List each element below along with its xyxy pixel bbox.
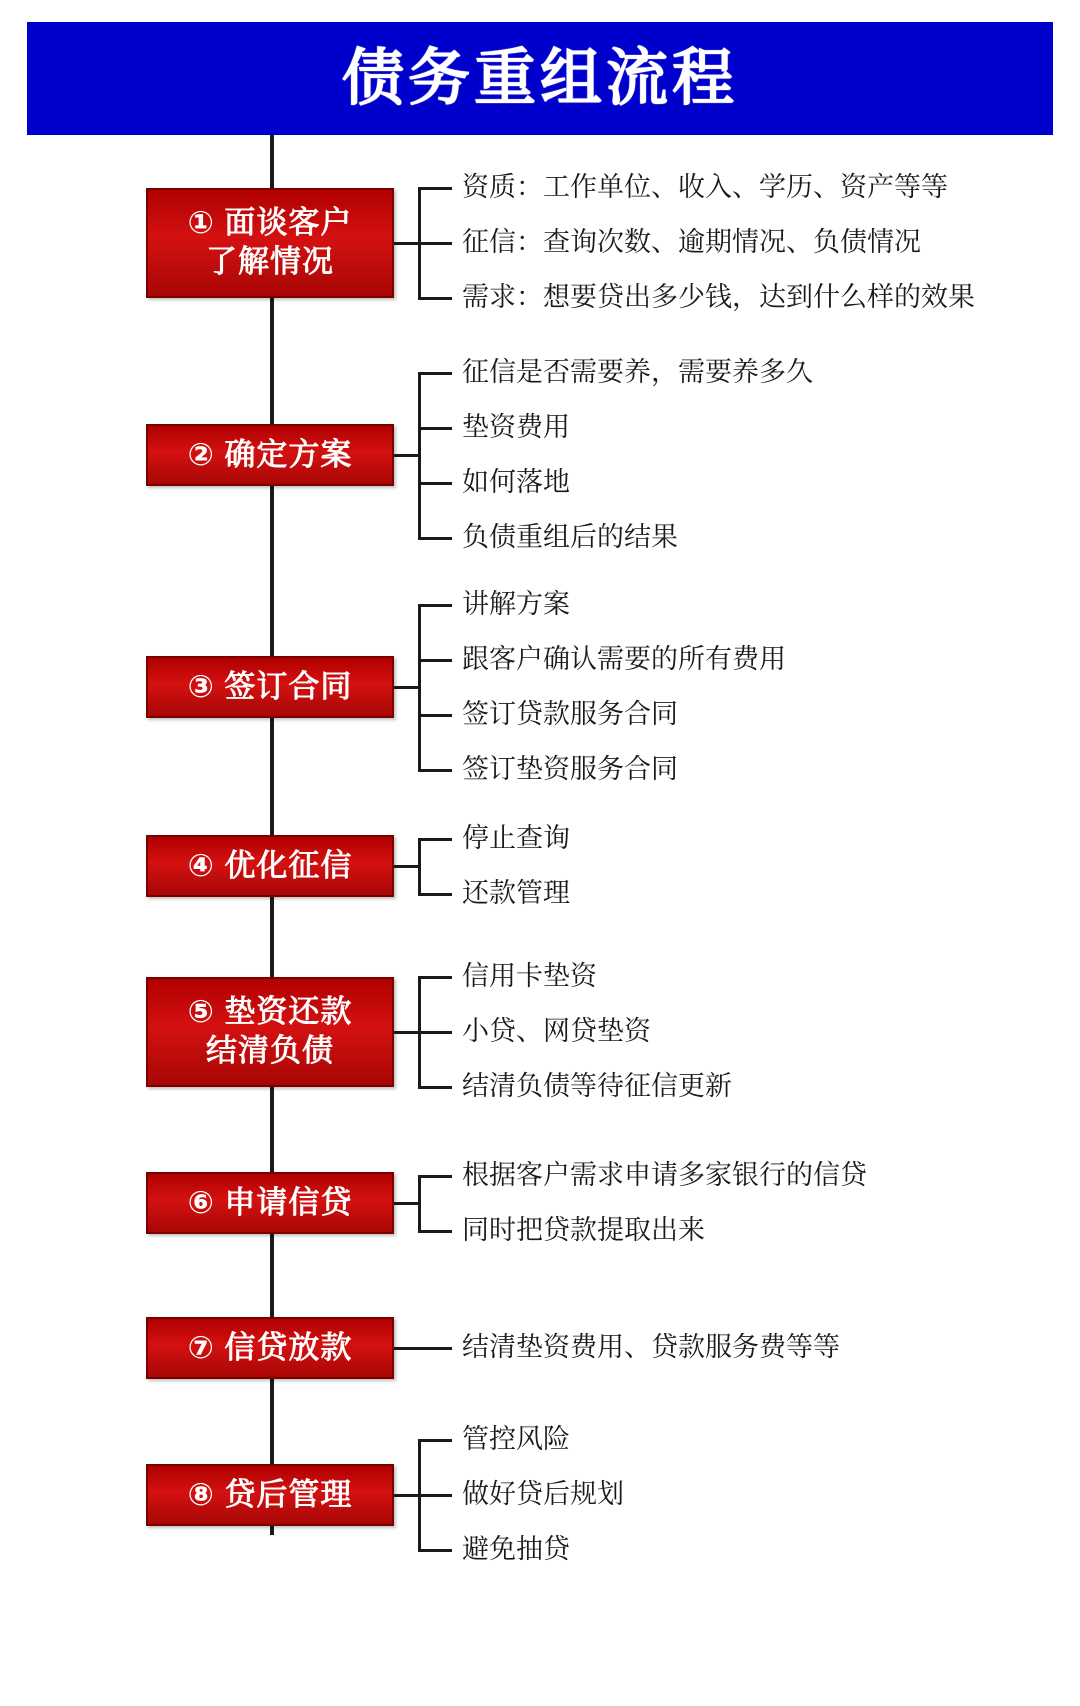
step-box-3[interactable] xyxy=(146,656,394,718)
connector-stub-6 xyxy=(394,1202,418,1205)
step-label-line: ① 面谈客户 xyxy=(187,205,353,241)
step-detail-text: 征信是否需要养，需要养多久 xyxy=(462,356,813,387)
step-detail-text: 垫资费用 xyxy=(462,411,570,442)
step-detail-text: 讲解方案 xyxy=(462,588,570,619)
bracket-arm xyxy=(418,893,452,896)
bracket-arm xyxy=(418,1439,452,1442)
bracket-arm xyxy=(418,1031,452,1034)
step-label-line: 了解情况 xyxy=(206,244,334,279)
step-detail-text: 负债重组后的结果 xyxy=(462,521,678,552)
bracket-arm xyxy=(418,1086,452,1089)
bracket-arm xyxy=(418,1494,452,1497)
step-label-line: ③ 签订合同 xyxy=(187,668,353,704)
step-label-line: ⑥ 申请信贷 xyxy=(187,1184,353,1220)
bracket-arm xyxy=(418,242,452,245)
step-detail-text: 结清垫资费用、贷款服务费等等 xyxy=(462,1332,840,1362)
bracket-arm xyxy=(418,838,452,841)
flowchart-title-banner xyxy=(27,22,1053,135)
step-label-line: ⑧ 贷后管理 xyxy=(187,1476,353,1512)
bracket-arm xyxy=(418,659,452,662)
bracket-arm xyxy=(418,427,452,430)
step-detail-text: 还款管理 xyxy=(462,877,570,908)
bracket-arm xyxy=(418,1549,452,1552)
bracket-arm xyxy=(418,604,452,607)
step-detail-text: 签订贷款服务合同 xyxy=(462,698,678,729)
bracket-arm xyxy=(418,537,452,540)
bracket-vertical-6 xyxy=(418,1176,421,1231)
bracket-arm xyxy=(418,714,452,717)
page-title: 债务重组流程 xyxy=(341,43,738,113)
step-box-2[interactable] xyxy=(146,424,394,486)
step-detail-text: 签订垫资服务合同 xyxy=(462,753,678,784)
step-label-line: ⑦ 信贷放款 xyxy=(187,1329,353,1365)
bracket-arm xyxy=(418,1230,452,1233)
step-detail-text: 如何落地 xyxy=(462,466,570,497)
connector-stub-4 xyxy=(394,865,418,868)
bracket-vertical-2 xyxy=(418,373,421,538)
step-label-line: ⑤ 垫资还款 xyxy=(187,994,353,1030)
bracket-arm xyxy=(418,372,452,375)
step-detail-text: 需求：想要贷出多少钱，达到什么样的效果 xyxy=(462,282,975,312)
step-detail-text: 资质：工作单位、收入、学历、资产等等 xyxy=(462,172,948,202)
connector-stub-5 xyxy=(394,1031,418,1034)
bracket-arm xyxy=(418,297,452,300)
step-detail-text: 根据客户需求申请多家银行的信贷 xyxy=(462,1159,867,1190)
bracket-vertical-3 xyxy=(418,605,421,770)
step-label-line: ④ 优化征信 xyxy=(187,847,353,883)
connector-stub-7 xyxy=(394,1347,418,1350)
step-detail-text: 避免抽贷 xyxy=(462,1534,570,1564)
bracket-arm xyxy=(418,1175,452,1178)
connector-stub-8 xyxy=(394,1494,418,1497)
step-box-4[interactable] xyxy=(146,835,394,897)
step-detail-text: 停止查询 xyxy=(462,822,570,853)
bracket-vertical-4 xyxy=(418,839,421,894)
connector-stub-2 xyxy=(394,454,418,457)
step-label-line: ② 确定方案 xyxy=(187,436,353,472)
step-box-6[interactable] xyxy=(146,1172,394,1234)
step-detail-text: 小贷、网贷垫资 xyxy=(462,1016,651,1046)
connector-stub-3 xyxy=(394,686,418,689)
step-detail-text: 同时把贷款提取出来 xyxy=(462,1214,705,1245)
step-box-7[interactable] xyxy=(146,1317,394,1379)
step-detail-text: 征信：查询次数、逾期情况、负债情况 xyxy=(462,227,921,257)
step-detail-text: 结清负债等待征信更新 xyxy=(462,1071,732,1101)
step-detail-text: 跟客户确认需要的所有费用 xyxy=(462,643,786,674)
bracket-arm xyxy=(418,976,452,979)
connector-stub-1 xyxy=(394,242,418,245)
step-detail-text: 管控风险 xyxy=(462,1424,570,1454)
step-box-5[interactable] xyxy=(146,977,394,1087)
step-box-8[interactable] xyxy=(146,1464,394,1526)
step-detail-text: 信用卡垫资 xyxy=(462,961,597,991)
bracket-arm xyxy=(418,1347,452,1350)
bracket-arm xyxy=(418,187,452,190)
step-label-line: 结清负债 xyxy=(206,1033,334,1068)
step-box-1[interactable] xyxy=(146,188,394,298)
bracket-arm xyxy=(418,769,452,772)
step-detail-text: 做好贷后规划 xyxy=(462,1479,624,1509)
bracket-arm xyxy=(418,482,452,485)
